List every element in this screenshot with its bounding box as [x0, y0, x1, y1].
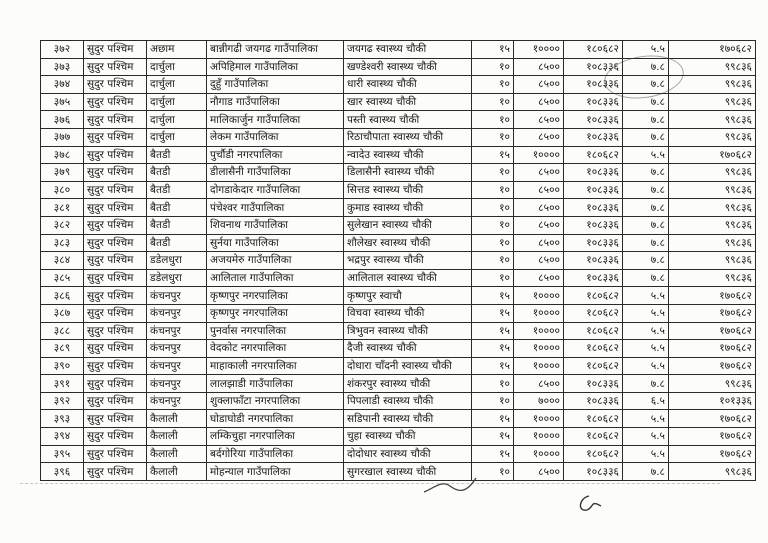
table-row — [41, 445, 756, 463]
district-cell: कंचनपुर — [147, 392, 207, 410]
value-cell-1: १५ — [472, 410, 514, 428]
value-cell-2: ८५०० — [514, 93, 564, 111]
value-cell-4: ७.८ — [623, 93, 669, 111]
district-cell: अछाम — [147, 41, 207, 59]
institution-cell: खण्डेश्वरी स्वास्थ्य चौकी — [344, 58, 472, 76]
value-cell-3: १०८३३६ — [564, 58, 623, 76]
institution-cell: भद्रपुर स्वास्थ्य चौकी — [344, 252, 472, 270]
serial-number: ३९६ — [41, 463, 84, 481]
province-cell: सुदुर पश्चिम — [84, 392, 147, 410]
province-cell: सुदुर पश्चिम — [84, 234, 147, 252]
value-cell-2: ८५०० — [514, 252, 564, 270]
value-cell-5: ९९८३६ — [669, 463, 756, 481]
institution-cell: त्रिभुवन स्वास्थ्य चौकी — [344, 322, 472, 340]
district-cell: बैतडी — [147, 234, 207, 252]
value-cell-1: १५ — [472, 41, 514, 59]
serial-number: ३८९ — [41, 340, 84, 358]
serial-number: ३७२ — [41, 41, 84, 59]
value-cell-5: ९९८३६ — [669, 164, 756, 182]
value-cell-5: ९९८३६ — [669, 234, 756, 252]
serial-number: ३७६ — [41, 111, 84, 129]
municipality-cell: शुक्लाफाँटा नगरपालिका — [207, 392, 344, 410]
value-cell-1: १० — [472, 58, 514, 76]
province-cell: सुदुर पश्चिम — [84, 322, 147, 340]
municipality-cell: शिवनाथ गाउँपालिका — [207, 216, 344, 234]
table-row — [41, 357, 756, 375]
value-cell-3: १०८३३६ — [564, 76, 623, 94]
municipality-cell: लम्किचुहा नगरपालिका — [207, 428, 344, 446]
institution-cell: देैजी स्वास्थ्य चौकी — [344, 340, 472, 358]
district-cell: दार्चुला — [147, 111, 207, 129]
serial-number: ३८३ — [41, 234, 84, 252]
value-cell-5: १७०६८२ — [669, 304, 756, 322]
institution-cell: कृष्णपुर स्वाचौ — [344, 287, 472, 305]
serial-number: ३९५ — [41, 445, 84, 463]
value-cell-3: १०८३३६ — [564, 392, 623, 410]
district-cell: कंचनपुर — [147, 340, 207, 358]
serial-number: ३८० — [41, 181, 84, 199]
municipality-cell: माहाकाली नगरपालिका — [207, 357, 344, 375]
institution-cell: खार स्वास्थ्य चौकी — [344, 93, 472, 111]
value-cell-4: ५.५ — [623, 304, 669, 322]
institution-cell: शंकरपुर स्वास्थ्य चौकी — [344, 375, 472, 393]
value-cell-5: १७०६८२ — [669, 357, 756, 375]
table-row — [41, 216, 756, 234]
province-cell: सुदुर पश्चिम — [84, 410, 147, 428]
value-cell-4: ७.८ — [623, 463, 669, 481]
municipality-cell: अजयमेरु गाउँपालिका — [207, 252, 344, 270]
province-cell: सुदुर पश्चिम — [84, 128, 147, 146]
table-row — [41, 428, 756, 446]
value-cell-3: १०८३३६ — [564, 93, 623, 111]
table-row — [41, 287, 756, 305]
serial-number: ३८७ — [41, 304, 84, 322]
province-cell: सुदुर पश्चिम — [84, 199, 147, 217]
province-cell: सुदुर पश्चिम — [84, 375, 147, 393]
value-cell-3: १०८३३६ — [564, 199, 623, 217]
value-cell-1: १५ — [472, 445, 514, 463]
table-row — [41, 410, 756, 428]
value-cell-5: ९९८३६ — [669, 128, 756, 146]
value-cell-2: ८५०० — [514, 269, 564, 287]
institution-cell: सुगरखाल स्वास्थ्य चौकी — [344, 463, 472, 481]
value-cell-1: १० — [472, 234, 514, 252]
table-row — [41, 128, 756, 146]
table-row — [41, 146, 756, 164]
value-cell-4: ५.५ — [623, 445, 669, 463]
municipality-cell: बान्नीगढी जयगढ गाउँपालिका — [207, 41, 344, 59]
value-cell-4: ५.५ — [623, 340, 669, 358]
value-cell-5: ९९८३६ — [669, 93, 756, 111]
value-cell-3: १८०६८२ — [564, 357, 623, 375]
municipality-cell: वेदकोट नगरपालिका — [207, 340, 344, 358]
value-cell-5: १७०६८२ — [669, 146, 756, 164]
value-cell-4: ५.५ — [623, 146, 669, 164]
table-row — [41, 181, 756, 199]
municipality-cell: कृष्णपुर नगरपालिका — [207, 287, 344, 305]
value-cell-2: ८५०० — [514, 58, 564, 76]
table-row — [41, 269, 756, 287]
value-cell-3: १८०६८२ — [564, 445, 623, 463]
district-cell: दार्चुला — [147, 93, 207, 111]
value-cell-1: १० — [472, 252, 514, 270]
value-cell-5: १७०६८२ — [669, 41, 756, 59]
serial-number: ३७३ — [41, 58, 84, 76]
institution-cell: न्वादेउ स्वास्थ्य चौकी — [344, 146, 472, 164]
value-cell-1: १५ — [472, 304, 514, 322]
value-cell-4: ५.५ — [623, 410, 669, 428]
municipality-cell: दोगडाकेदार गाउँपालिका — [207, 181, 344, 199]
serial-number: ३९४ — [41, 428, 84, 446]
value-cell-4: ७.८ — [623, 164, 669, 182]
district-cell: कंचनपुर — [147, 322, 207, 340]
province-cell: सुदुर पश्चिम — [84, 216, 147, 234]
value-cell-2: १०००० — [514, 322, 564, 340]
municipality-cell: मालिकार्जुन गाउँपालिका — [207, 111, 344, 129]
institution-cell: आलिताल स्वास्थ्य चौकी — [344, 269, 472, 287]
municipality-cell: घोडाघोडी नगरपालिका — [207, 410, 344, 428]
municipality-cell: आलिताल गाउँपालिका — [207, 269, 344, 287]
district-cell: बैतडी — [147, 146, 207, 164]
province-cell: सुदुर पश्चिम — [84, 93, 147, 111]
province-cell: सुदुर पश्चिम — [84, 146, 147, 164]
value-cell-2: ८५०० — [514, 199, 564, 217]
value-cell-1: १० — [472, 164, 514, 182]
value-cell-2: ८५०० — [514, 234, 564, 252]
value-cell-3: १०८३३६ — [564, 111, 623, 129]
serial-number: ३७८ — [41, 146, 84, 164]
province-cell: सुदुर पश्चिम — [84, 287, 147, 305]
value-cell-2: १०००० — [514, 340, 564, 358]
value-cell-2: ७००० — [514, 392, 564, 410]
value-cell-2: १०००० — [514, 146, 564, 164]
province-cell: सुदुर पश्चिम — [84, 111, 147, 129]
value-cell-2: ८५०० — [514, 463, 564, 481]
municipality-cell: मोहन्याल गाउँपालिका — [207, 463, 344, 481]
value-cell-5: ९९८३६ — [669, 76, 756, 94]
serial-number: ३९२ — [41, 392, 84, 410]
institution-cell: दोधारा चाँदनी स्वास्थ्य चौकी — [344, 357, 472, 375]
value-cell-1: १५ — [472, 146, 514, 164]
value-cell-2: ८५०० — [514, 375, 564, 393]
value-cell-3: १८०६८२ — [564, 304, 623, 322]
province-cell: सुदुर पश्चिम — [84, 269, 147, 287]
district-cell: दार्चुला — [147, 76, 207, 94]
serial-number: ३८५ — [41, 269, 84, 287]
value-cell-5: ९९८३६ — [669, 181, 756, 199]
table-row — [41, 304, 756, 322]
serial-number: ३७९ — [41, 164, 84, 182]
value-cell-4: ५.५ — [623, 428, 669, 446]
district-cell: कैलाली — [147, 445, 207, 463]
table-row — [41, 322, 756, 340]
value-cell-2: ८५०० — [514, 76, 564, 94]
table-row — [41, 340, 756, 358]
value-cell-3: १८०६८२ — [564, 322, 623, 340]
district-cell: बैतडी — [147, 164, 207, 182]
value-cell-1: १० — [472, 111, 514, 129]
municipality-cell: पुर्चौडी नगरपालिका — [207, 146, 344, 164]
value-cell-1: १० — [472, 128, 514, 146]
table-row — [41, 164, 756, 182]
value-cell-4: ७.८ — [623, 234, 669, 252]
province-cell: सुदुर पश्चिम — [84, 252, 147, 270]
serial-number: ३८२ — [41, 216, 84, 234]
value-cell-1: १५ — [472, 287, 514, 305]
value-cell-1: १० — [472, 463, 514, 481]
value-cell-3: १८०६८२ — [564, 410, 623, 428]
value-cell-1: १० — [472, 93, 514, 111]
value-cell-1: १५ — [472, 322, 514, 340]
district-cell: दार्चुला — [147, 128, 207, 146]
value-cell-3: १०८३३६ — [564, 216, 623, 234]
value-cell-4: ५.५ — [623, 41, 669, 59]
value-cell-5: ९९८३६ — [669, 199, 756, 217]
value-cell-5: ९९८३६ — [669, 216, 756, 234]
value-cell-4: ५.५ — [623, 287, 669, 305]
province-cell: सुदुर पश्चिम — [84, 58, 147, 76]
district-cell: कंचनपुर — [147, 287, 207, 305]
table-row — [41, 111, 756, 129]
institution-cell: जयगढ स्वास्थ्य चौकी — [344, 41, 472, 59]
district-cell: बैतडी — [147, 181, 207, 199]
province-cell: सुदुर पश्चिम — [84, 76, 147, 94]
value-cell-5: १७०६८२ — [669, 445, 756, 463]
value-cell-5: ९९८३६ — [669, 111, 756, 129]
table-body — [41, 41, 756, 481]
value-cell-3: १८०६८२ — [564, 340, 623, 358]
district-cell: कंचनपुर — [147, 375, 207, 393]
district-cell: डडेलधुरा — [147, 269, 207, 287]
value-cell-1: १० — [472, 216, 514, 234]
value-cell-5: १७०६८२ — [669, 428, 756, 446]
value-cell-5: ९९८३६ — [669, 252, 756, 270]
value-cell-5: १७०६८२ — [669, 340, 756, 358]
serial-number: ३९० — [41, 357, 84, 375]
value-cell-4: ७.८ — [623, 269, 669, 287]
value-cell-4: ७.८ — [623, 58, 669, 76]
district-cell: कैलाली — [147, 463, 207, 481]
serial-number: ३७५ — [41, 93, 84, 111]
table-row — [41, 252, 756, 270]
signature-mark — [420, 470, 480, 500]
value-cell-3: १०८३३६ — [564, 128, 623, 146]
institution-cell: सडिपानी स्वास्थ्य चौकी — [344, 410, 472, 428]
institution-cell: विचवा स्वास्थ्य चौकी — [344, 304, 472, 322]
value-cell-3: १०८३३६ — [564, 252, 623, 270]
value-cell-5: ९९८३६ — [669, 375, 756, 393]
value-cell-4: ५.५ — [623, 322, 669, 340]
value-cell-3: १०८३३६ — [564, 234, 623, 252]
value-cell-4: ७.८ — [623, 111, 669, 129]
value-cell-2: १०००० — [514, 304, 564, 322]
serial-number: ३९३ — [41, 410, 84, 428]
district-cell: कंचनपुर — [147, 304, 207, 322]
municipality-cell: कृष्णपुर नगरपालिका — [207, 304, 344, 322]
value-cell-2: ८५०० — [514, 128, 564, 146]
municipality-cell: बर्दगोरिया गाउँपालिका — [207, 445, 344, 463]
value-cell-5: ९९८३६ — [669, 269, 756, 287]
serial-number: ३८६ — [41, 287, 84, 305]
value-cell-4: ७.८ — [623, 375, 669, 393]
value-cell-5: १०१३३६ — [669, 392, 756, 410]
value-cell-1: १५ — [472, 428, 514, 446]
institution-cell: धारी स्वास्थ्य चौकी — [344, 76, 472, 94]
serial-number: ३९१ — [41, 375, 84, 393]
value-cell-3: १०८३३६ — [564, 164, 623, 182]
institution-cell: पस्ती स्वास्थ्य चौकी — [344, 111, 472, 129]
value-cell-4: ७.८ — [623, 76, 669, 94]
value-cell-3: १८०६८२ — [564, 41, 623, 59]
district-cell: बैतडी — [147, 216, 207, 234]
district-cell: डडेलधुरा — [147, 252, 207, 270]
value-cell-1: १५ — [472, 340, 514, 358]
value-cell-4: ७.८ — [623, 199, 669, 217]
value-cell-2: ८५०० — [514, 216, 564, 234]
district-cell: दार्चुला — [147, 58, 207, 76]
district-cell: कंचनपुर — [147, 357, 207, 375]
value-cell-1: १५ — [472, 357, 514, 375]
province-cell: सुदुर पश्चिम — [84, 357, 147, 375]
municipality-cell: सुर्नया गाउँपालिका — [207, 234, 344, 252]
value-cell-1: १० — [472, 269, 514, 287]
district-cell: बैतडी — [147, 199, 207, 217]
value-cell-2: १०००० — [514, 428, 564, 446]
value-cell-1: १० — [472, 181, 514, 199]
value-cell-3: १०८३३६ — [564, 269, 623, 287]
value-cell-1: १० — [472, 392, 514, 410]
value-cell-2: ८५०० — [514, 164, 564, 182]
serial-number: ३७७ — [41, 128, 84, 146]
table-row — [41, 392, 756, 410]
institution-cell: सित्तड स्वास्थ्य चौकी — [344, 181, 472, 199]
value-cell-3: १८०६८२ — [564, 428, 623, 446]
district-cell: कैलाली — [147, 428, 207, 446]
municipality-cell: दुहुँ गाउँपालिका — [207, 76, 344, 94]
municipality-cell: लेकम गाउँपालिका — [207, 128, 344, 146]
value-cell-4: ५.५ — [623, 357, 669, 375]
institution-cell: डिलासैनी स्वास्थ्य चौकी — [344, 164, 472, 182]
province-cell: सुदुर पश्चिम — [84, 181, 147, 199]
serial-number: ३८८ — [41, 322, 84, 340]
value-cell-4: ७.८ — [623, 216, 669, 234]
province-cell: सुदुर पश्चिम — [84, 445, 147, 463]
municipality-cell: पंचेश्वर गाउँपालिका — [207, 199, 344, 217]
institution-cell: पिपलाडी स्वास्थ्य चौकी — [344, 392, 472, 410]
value-cell-4: ७.८ — [623, 181, 669, 199]
value-cell-3: १०८३३६ — [564, 181, 623, 199]
value-cell-2: १०००० — [514, 410, 564, 428]
value-cell-2: १०००० — [514, 287, 564, 305]
serial-number: ३८४ — [41, 252, 84, 270]
province-cell: सुदुर पश्चिम — [84, 41, 147, 59]
value-cell-1: १० — [472, 76, 514, 94]
value-cell-5: ९९८३६ — [669, 58, 756, 76]
value-cell-4: ७.८ — [623, 128, 669, 146]
value-cell-2: १०००० — [514, 357, 564, 375]
institution-cell: रिठाचौपाता स्वास्थ्य चौकी — [344, 128, 472, 146]
value-cell-5: १७०६८२ — [669, 287, 756, 305]
institution-cell: चुहा स्वास्थ्य चौकी — [344, 428, 472, 446]
municipality-cell: पुनर्वास नगरपालिका — [207, 322, 344, 340]
serial-number: ३७४ — [41, 76, 84, 94]
fold-line — [20, 483, 720, 484]
municipality-cell: नौगाड गाउँपालिका — [207, 93, 344, 111]
value-cell-3: १०८३३६ — [564, 375, 623, 393]
serial-number: ३८१ — [41, 199, 84, 217]
province-cell: सुदुर पश्चिम — [84, 340, 147, 358]
value-cell-1: १० — [472, 199, 514, 217]
province-cell: सुदुर पश्चिम — [84, 164, 147, 182]
value-cell-5: १७०६८२ — [669, 322, 756, 340]
institution-cell: सुलेखान स्वास्थ्य चौकी — [344, 216, 472, 234]
municipality-cell: लालझाडी गाउँपालिका — [207, 375, 344, 393]
province-cell: सुदुर पश्चिम — [84, 428, 147, 446]
value-cell-4: ६.५ — [623, 392, 669, 410]
municipality-cell: अपिहिमाल गाउँपालिका — [207, 58, 344, 76]
value-cell-2: ८५०० — [514, 181, 564, 199]
value-cell-3: १८०६८२ — [564, 287, 623, 305]
value-cell-2: १०००० — [514, 41, 564, 59]
province-cell: सुदुर पश्चिम — [84, 463, 147, 481]
province-cell: सुदुर पश्चिम — [84, 304, 147, 322]
table-row — [41, 463, 756, 481]
institution-cell: दोदोधार स्वास्थ्य चौकी — [344, 445, 472, 463]
value-cell-5: १७०६८२ — [669, 410, 756, 428]
table-row — [41, 234, 756, 252]
institution-cell: शौलेखर स्वास्थ्य चौकी — [344, 234, 472, 252]
table-row — [41, 375, 756, 393]
value-cell-3: १०८३३६ — [564, 463, 623, 481]
district-cell: कैलाली — [147, 410, 207, 428]
initial-mark — [575, 492, 605, 516]
value-cell-3: १८०६८२ — [564, 146, 623, 164]
health-post-table — [40, 40, 756, 481]
value-cell-1: १० — [472, 375, 514, 393]
value-cell-4: ७.८ — [623, 252, 669, 270]
municipality-cell: डीलासैनी गाउँपालिका — [207, 164, 344, 182]
value-cell-2: १०००० — [514, 445, 564, 463]
institution-cell: कुमाड स्वास्थ्य चौकी — [344, 199, 472, 217]
table-row — [41, 199, 756, 217]
value-cell-2: ८५०० — [514, 111, 564, 129]
